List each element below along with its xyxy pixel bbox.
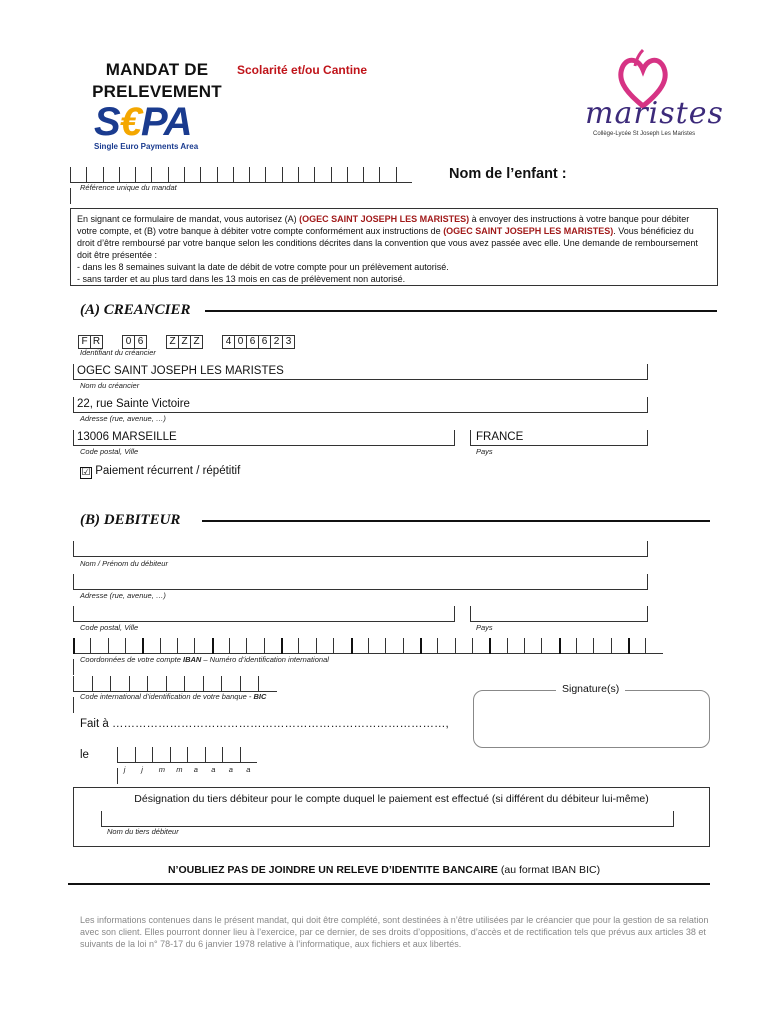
tick-mark: [385, 638, 402, 654]
tick-mark: [314, 167, 330, 183]
tick-mark: [645, 638, 662, 654]
identifier-cell: 4: [222, 335, 235, 349]
debtor-name-input[interactable]: [73, 541, 648, 557]
debtor-address-caption: Adresse (rue, avenue, …): [80, 591, 166, 600]
creditor-country-caption: Pays: [476, 447, 493, 456]
creditor-name-field: [73, 364, 648, 380]
date-placeholder-char: a: [211, 765, 216, 774]
tick-mark: [73, 638, 90, 654]
debtor-postal-city-input[interactable]: [73, 606, 455, 622]
debtor-name-caption: Nom / Prénom du débiteur: [80, 559, 168, 568]
privacy-notice: Les informations contenues dans le présent mandat, qui doit être complété, sont destinées à n’être utilisées par le créancier que pour la gestion de sa relation avec son client. Elles pourront donner lieu à l’exercice, par ce dernier, de ses droits d’oppositions, d’accès et de rectification tels que prévus aux articles 38 et suivants de la loi n° 78-17 du 6 janvier 1978 relative à l’informatique, aux fichiers et aux libertés.: [80, 915, 709, 949]
iban-input[interactable]: [73, 638, 663, 654]
tick-mark: [152, 747, 170, 763]
tick-mark: [628, 638, 645, 654]
tick-mark: [368, 638, 385, 654]
third-party-name-input[interactable]: [101, 811, 674, 827]
tick-mark: [73, 659, 74, 675]
title-line-2: PRELEVEMENT: [92, 82, 222, 101]
tick-mark: [282, 167, 298, 183]
tick-mark: [217, 167, 233, 183]
tick-mark: [92, 676, 111, 692]
school-logo: [585, 48, 724, 137]
identifier-group: [166, 331, 202, 349]
tick-mark: [281, 638, 298, 654]
intro-paragraph: [77, 213, 711, 261]
tick-mark: [229, 638, 246, 654]
tick-mark: [119, 167, 135, 183]
tick-mark: [160, 638, 177, 654]
tick-mark: [187, 747, 205, 763]
iban-caption: [80, 655, 329, 664]
bic-caption-text: Code international d’identification de votre banque -: [80, 692, 254, 701]
tick-mark: [142, 638, 159, 654]
sepa-tagline: Single Euro Payments Area: [94, 142, 199, 151]
rib-reminder: [0, 864, 768, 876]
tick-mark: [110, 676, 129, 692]
intro-creditor-name-2: (OGEC SAINT JOSEPH LES MARISTES): [443, 226, 614, 236]
creditor-address-field: [73, 397, 648, 413]
tick-mark: [129, 676, 148, 692]
tick-mark: [212, 638, 229, 654]
tick-mark: [351, 638, 368, 654]
tick-mark: [117, 747, 135, 763]
intro-line-unauthorized: - sans tarder et au plus tard dans les 13 mois en cas de prélèvement non autorisé.: [77, 274, 406, 284]
school-logo-text: maristes: [585, 96, 724, 131]
tick-mark: [611, 638, 628, 654]
tick-mark: [593, 638, 610, 654]
rib-reminder-bold: N’OUBLIEZ PAS DE JOINDRE UN RELEVE D’IDENTITE BANCAIRE: [167, 864, 498, 876]
intro-text-b: à envoyer des instructions à votre banque pour débiter votre compte, et (B) votre banque à débiter votre compte conformément aux instructions de: [77, 214, 690, 236]
date-placeholder-char: a: [193, 765, 198, 774]
identifier-cell: 3: [282, 335, 295, 349]
tick-mark: [233, 167, 249, 183]
child-name-label: Nom de l’enfant :: [449, 166, 567, 182]
tick-mark: [249, 167, 265, 183]
tick-mark: [396, 167, 412, 183]
creditor-name-caption: Nom du créancier: [80, 381, 140, 390]
section-divider: [202, 520, 710, 522]
tick-mark: [379, 167, 395, 183]
tick-mark: [166, 676, 185, 692]
date-placeholder-char: j: [123, 765, 126, 774]
tick-mark: [333, 638, 350, 654]
tick-mark: [168, 167, 184, 183]
tick-mark: [86, 167, 102, 183]
tick-mark: [125, 638, 142, 654]
tick-mark: [73, 676, 92, 692]
date-label: le: [80, 749, 89, 761]
tick-mark: [70, 188, 71, 204]
signature-label: Signature(s): [556, 683, 625, 695]
creditor-country-value: FRANCE: [476, 431, 524, 443]
tick-mark: [363, 167, 379, 183]
tick-mark: [246, 638, 263, 654]
sepa-euro-icon: €: [119, 100, 141, 144]
title-line-1: MANDAT DE: [105, 60, 209, 79]
intro-text-c: . Vous bénéficiez du droit d’être remboursé par votre banque selon les conditions décrites dans la convention que vous avez passée avec elle. Une demande de remboursement doit être présentée :: [77, 226, 698, 260]
debtor-section-title: (B) DEBITEUR: [80, 512, 181, 528]
tick-mark: [70, 167, 86, 183]
identifier-cell: 6: [246, 335, 259, 349]
form-title: [82, 59, 232, 103]
debtor-postal-city-caption: Code postal, Ville: [80, 623, 139, 632]
tick-mark: [489, 638, 506, 654]
tick-mark: [455, 638, 472, 654]
tick-mark: [194, 638, 211, 654]
creditor-identifier: [78, 331, 314, 349]
form-subtitle: Scolarité et/ou Cantine: [237, 63, 368, 77]
recurring-label: Paiement récurrent / répétitif: [95, 465, 241, 477]
debtor-country-caption: Pays: [476, 623, 493, 632]
tick-mark: [258, 676, 277, 692]
third-party-name-caption: Nom du tiers débiteur: [107, 827, 179, 836]
identifier-cell: Z: [178, 335, 191, 349]
tick-mark: [135, 167, 151, 183]
date-placeholder-char: m: [158, 765, 165, 774]
identifier-cell: 0: [122, 335, 135, 349]
creditor-section-title: (A) CREANCIER: [80, 302, 191, 318]
mandate-intro-box: [70, 208, 718, 286]
identifier-cell: F: [78, 335, 91, 349]
tick-mark: [73, 697, 74, 713]
tick-mark: [240, 676, 259, 692]
intro-line-authorized: - dans les 8 semaines suivant la date de débit de votre compte pour un prélèvement autorisé.: [77, 262, 449, 272]
identifier-cell: R: [90, 335, 103, 349]
bic-caption: [80, 692, 266, 701]
creditor-address-value: 22, rue Sainte Victoire: [77, 398, 190, 410]
tick-mark: [347, 167, 363, 183]
tick-mark: [298, 638, 315, 654]
identifier-cell: 2: [270, 335, 283, 349]
made-at-field[interactable]: Fait à ……………………………………………………………………………,: [80, 718, 449, 730]
date-placeholder-char: a: [228, 765, 233, 774]
signature-box[interactable]: [473, 690, 710, 748]
third-party-designation: Désignation du tiers débiteur pour le compte duquel le paiement est effectué (si différent du débiteur lui-même): [134, 793, 649, 805]
recurring-checkbox[interactable]: ☑: [81, 467, 91, 478]
sepa-logo-s: S: [94, 100, 120, 144]
identifier-group: [122, 331, 146, 349]
tick-mark: [524, 638, 541, 654]
sepa-logo-pa: PA: [140, 100, 192, 144]
debtor-country-input[interactable]: [470, 606, 648, 622]
tick-mark: [240, 747, 258, 763]
tick-mark: [437, 638, 454, 654]
tick-mark: [298, 167, 314, 183]
date-placeholder-char: a: [246, 765, 251, 774]
tick-mark: [221, 676, 240, 692]
identifier-group: [222, 331, 294, 349]
intro-creditor-name-1: (OGEC SAINT JOSEPH LES MARISTES): [299, 214, 470, 224]
tick-mark: [108, 638, 125, 654]
tick-mark: [541, 638, 558, 654]
tick-mark: [403, 638, 420, 654]
school-tagline: Collège-Lycée St Joseph Les Maristes: [593, 131, 696, 137]
recurring-payment-option[interactable]: [80, 465, 240, 479]
creditor-name-value: OGEC SAINT JOSEPH LES MARISTES: [77, 365, 284, 377]
reference-input[interactable]: [70, 167, 412, 183]
intro-text-a: En signant ce formulaire de mandat, vous autorisez (A): [77, 214, 300, 224]
identifier-cell: 6: [134, 335, 147, 349]
tick-mark: [331, 167, 347, 183]
creditor-postal-city-caption: Code postal, Ville: [80, 447, 139, 456]
tick-mark: [559, 638, 576, 654]
tick-mark: [135, 747, 153, 763]
date-placeholder: [117, 765, 257, 775]
tick-mark: [316, 638, 333, 654]
iban-caption-text-a: Coordonnées de votre compte: [80, 655, 183, 664]
tick-mark: [205, 747, 223, 763]
tick-mark: [264, 638, 281, 654]
identifier-cell: 0: [234, 335, 247, 349]
sepa-logo: [94, 102, 198, 151]
date-placeholder-char: m: [176, 765, 183, 774]
tick-mark: [472, 638, 489, 654]
identifier-cell: Z: [190, 335, 203, 349]
tick-mark: [576, 638, 593, 654]
tick-mark: [222, 747, 240, 763]
tick-mark: [184, 167, 200, 183]
creditor-country-field: [470, 430, 648, 446]
rib-reminder-format: (au format IBAN BIC): [497, 864, 601, 876]
iban-caption-bold: IBAN: [182, 655, 202, 664]
tick-mark: [103, 167, 119, 183]
creditor-address-caption: Adresse (rue, avenue, …): [80, 414, 166, 423]
iban-caption-text-b: – Numéro d’identification international: [201, 655, 329, 664]
identifier-cell: 6: [258, 335, 271, 349]
tick-mark: [507, 638, 524, 654]
tick-mark: [200, 167, 216, 183]
tick-mark: [170, 747, 188, 763]
tick-mark: [177, 638, 194, 654]
creditor-postal-city-field: [73, 430, 455, 446]
tick-mark: [420, 638, 437, 654]
creditor-identifier-caption: Identifiant du créancier: [80, 348, 156, 357]
date-input[interactable]: [117, 747, 257, 763]
footer-divider: [68, 883, 710, 885]
tick-mark: [90, 638, 107, 654]
tick-mark: [265, 167, 281, 183]
tick-mark: [151, 167, 167, 183]
identifier-group: [78, 331, 102, 349]
tick-mark: [147, 676, 166, 692]
date-placeholder-char: j: [141, 765, 143, 774]
creditor-postal-city-value: 13006 MARSEILLE: [77, 431, 177, 443]
bic-input[interactable]: [73, 676, 277, 692]
identifier-cell: Z: [166, 335, 179, 349]
reference-caption: Référence unique du mandat: [80, 183, 177, 192]
tick-mark: [203, 676, 222, 692]
bic-caption-bold: BIC: [253, 692, 267, 701]
tick-mark: [184, 676, 203, 692]
debtor-address-input[interactable]: [73, 574, 648, 590]
section-divider: [205, 310, 717, 312]
